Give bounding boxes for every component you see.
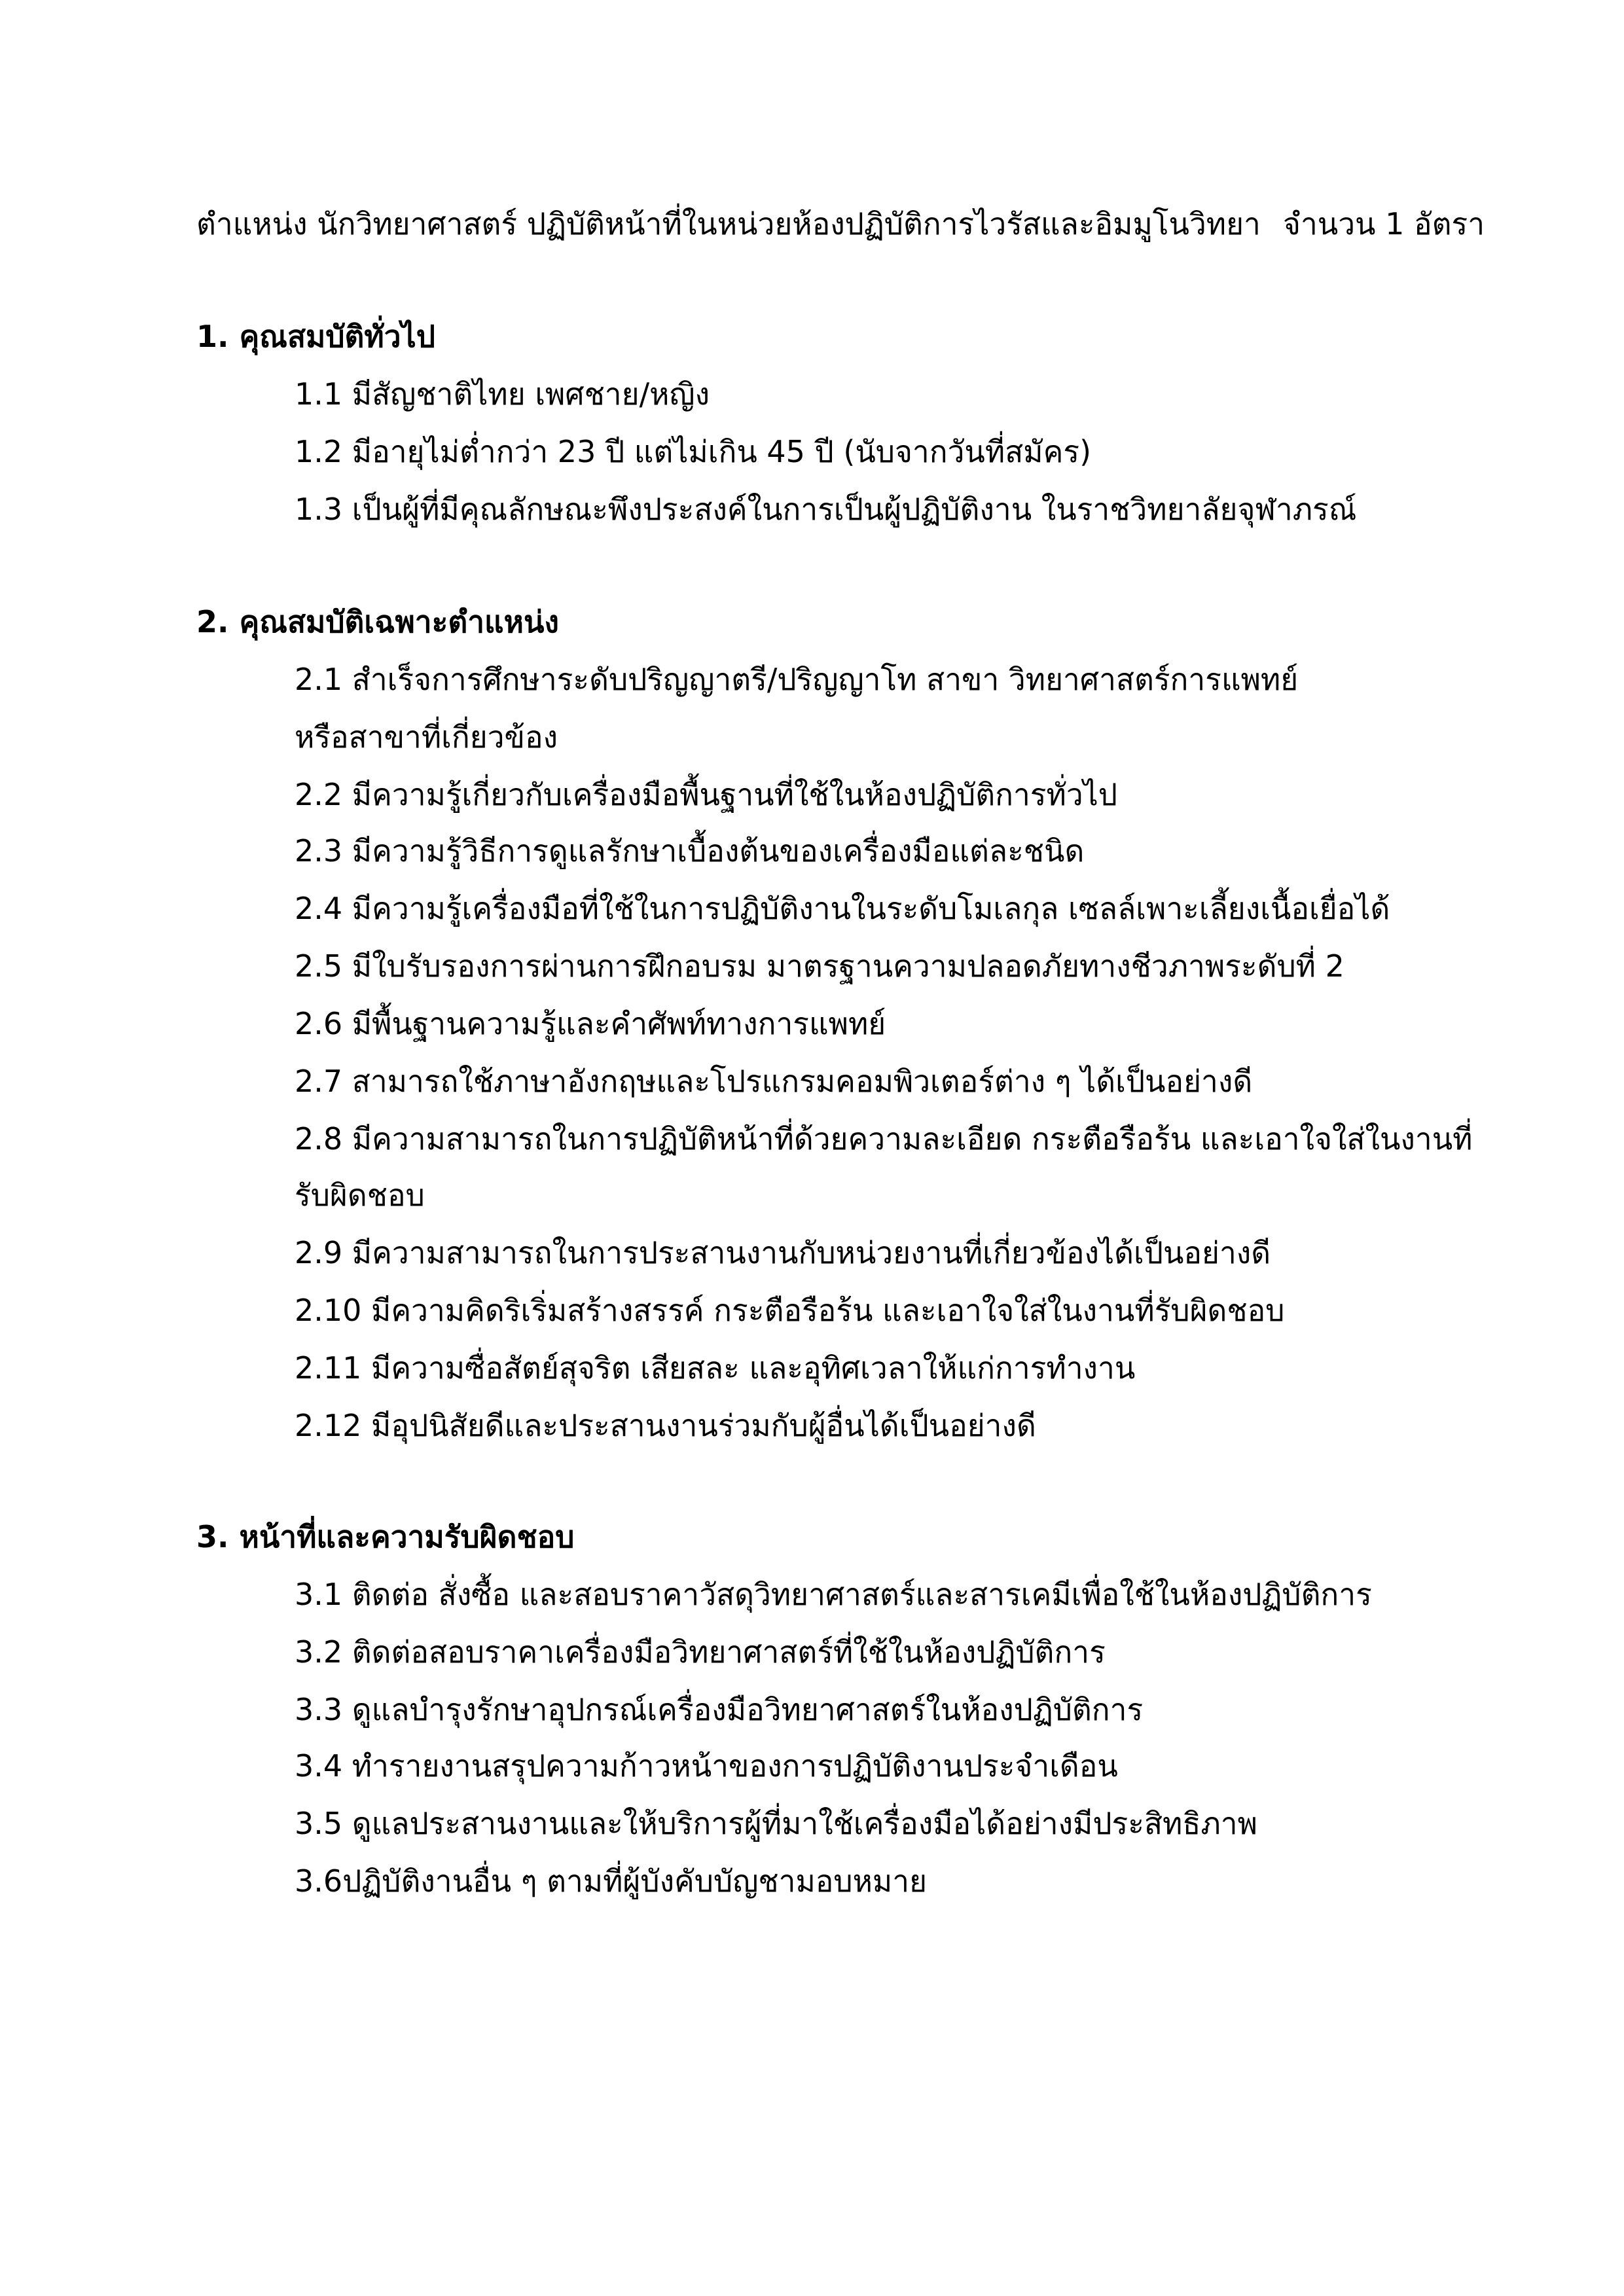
section-1-item: 1.2 มีอายุไม่ต่ำกว่า 23 ปี แต่ไม่เกิน 45 ปี (นับจากวันที่สมัคร): [295, 434, 1092, 469]
position-title: ตำแหน่ง นักวิทยาศาสตร์ ปฏิบัติหน้าที่ในหน่วยห้องปฏิบัติการไวรัสและอิมมูโนวิทยา: [196, 206, 1261, 242]
section-1-item: 1.1 มีสัญชาติไทย เพศชาย/หญิง: [295, 376, 710, 412]
section-2-item: 2.6 มีพื้นฐานความรู้และคำศัพท์ทางการแพทย์: [295, 1006, 886, 1041]
section-2-heading: 2. คุณสมบัติเฉพาะตำแหน่ง: [196, 604, 559, 639]
section-2-item: 2.1 สำเร็จการศึกษาระดับปริญญาตรี/ปริญญาโท สาขา วิทยาศาสตร์การแพทย์: [295, 662, 1299, 697]
section-3-item: 3.3 ดูแลบำรุงรักษาอุปกรณ์เครื่องมือวิทยาศาสตร์ในห้องปฏิบัติการ: [295, 1692, 1144, 1727]
section-3-item: 3.2 ติดต่อสอบราคาเครื่องมือวิทยาศาสตร์ที่ใช้ในห้องปฏิบัติการ: [295, 1634, 1106, 1670]
section-3-heading: 3. หน้าที่และความรับผิดชอบ: [196, 1519, 575, 1554]
section-2-item: 2.3 มีความรู้วิธีการดูแลรักษาเบื้องต้นของเครื่องมือแต่ละชนิด: [295, 833, 1085, 869]
section-2-item: 2.5 มีใบรับรองการผ่านการฝึกอบรม มาตรฐานความปลอดภัยทางชีวภาพระดับที่ 2: [295, 948, 1344, 984]
section-1-item: 1.3 เป็นผู้ที่มีคุณลักษณะพึงประสงค์ในการเป็นผู้ปฏิบัติงาน ในราชวิทยาลัยจุฬาภรณ์: [295, 492, 1357, 527]
section-2-item: 2.11 มีความซื่อสัตย์สุจริต เสียสละ และอุทิศเวลาให้แก่การทำงาน: [295, 1350, 1136, 1386]
section-2-item: 2.9 มีความสามารถในการประสานงานกับหน่วยงานที่เกี่ยวข้องได้เป็นอย่างดี: [295, 1235, 1271, 1270]
section-3-item: 3.4 ทำรายงานสรุปความก้าวหน้าของการปฏิบัติงานประจำเดือน: [295, 1748, 1118, 1784]
section-3-item: 3.5 ดูแลประสานงานและให้บริการผู้ที่มาใช้เครื่องมือได้อย่างมีประสิทธิภาพ: [295, 1806, 1257, 1841]
section-3-item: 3.6ปฏิบัติงานอื่น ๆ ตามที่ผู้บังคับบัญชามอบหมาย: [295, 1863, 928, 1899]
section-2-item: 2.7 สามารถใช้ภาษาอังกฤษและโปรแกรมคอมพิวเตอร์ต่าง ๆ ได้เป็นอย่างดี: [295, 1064, 1253, 1099]
section-1-heading: 1. คุณสมบัติทั่วไป: [196, 319, 435, 354]
section-2-item: 2.2 มีความรู้เกี่ยวกับเครื่องมือพื้นฐานที่ใช้ในห้องปฏิบัติการทั่วไป: [295, 777, 1117, 812]
section-3-item: 3.1 ติดต่อ สั่งซื้อ และสอบราคาวัสดุวิทยาศาสตร์และสารเคมีเพื่อใช้ในห้องปฏิบัติการ: [295, 1577, 1372, 1612]
position-quota: จำนวน 1 อัตรา: [1283, 206, 1485, 242]
section-2-item: 2.10 มีความคิดริเริ่มสร้างสรรค์ กระตือรือร้น และเอาใจใส่ในงานที่รับผิดชอบ: [295, 1293, 1285, 1328]
section-2-item: 2.8 มีความสามารถในการปฏิบัติหน้าที่ด้วยความละเอียด กระตือรือร้น และเอาใจใส่ในงานที่: [295, 1121, 1473, 1157]
section-2-item-continued: หรือสาขาที่เกี่ยวข้อง: [295, 719, 558, 755]
section-2-item-continued: รับผิดชอบ: [295, 1177, 425, 1213]
section-2-item: 2.12 มีอุปนิสัยดีและประสานงานร่วมกับผู้อื่นได้เป็นอย่างดี: [295, 1408, 1036, 1443]
section-2-item: 2.4 มีความรู้เครื่องมือที่ใช้ในการปฏิบัติงานในระดับโมเลกุล เซลล์เพาะเลี้ยงเนื้อเยื่อได้: [295, 891, 1390, 926]
